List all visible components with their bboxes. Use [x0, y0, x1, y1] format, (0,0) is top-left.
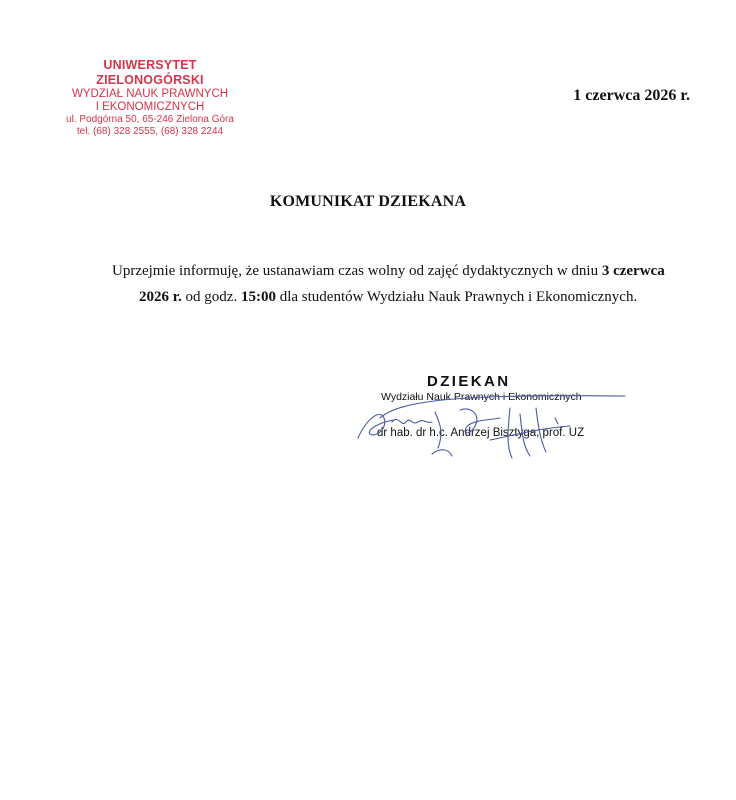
body-text-part3: dla studentów Wydziału Nauk Prawnych i Ekonomicznych.	[275, 289, 638, 305]
document-date: 1 czerwca 2026 r.	[573, 87, 690, 104]
handwritten-signature-icon	[340, 378, 640, 468]
university-name: UNIWERSYTET ZIELONOGÓRSKI	[96, 58, 204, 87]
signature-name: dr hab. dr h.c. Andrzej Bisztyga, prof. UZ	[377, 427, 585, 439]
announcement-body	[112, 258, 672, 310]
signature-faculty: Wydziału Nauk Prawnych i Ekonomicznych	[381, 391, 582, 403]
document-title: KOMUNIKAT DZIEKANA	[269, 193, 467, 210]
faculty-phone: tel. (68) 328 2555, (68) 328 2244	[76, 126, 224, 137]
body-date-bold-a: 3 czerwca	[601, 263, 665, 279]
body-text-part1: Uprzejmie informuję, że ustanawiam czas wolny od zajęć dydaktycznych w dniu	[112, 263, 602, 279]
faculty-name-line1: WYDZIAŁ NAUK PRAWNYCH	[71, 88, 229, 100]
faculty-name-line2: I EKONOMICZNYCH	[95, 101, 205, 113]
body-line-2	[112, 284, 672, 310]
faculty-address: ul. Podgórna 50, 65-246 Zielona Góra	[66, 114, 234, 125]
body-date-bold-b: 2026 r.	[139, 289, 182, 305]
body-line-1	[112, 258, 672, 284]
letterhead-stamp	[50, 58, 250, 138]
body-time-bold: 15:00	[240, 289, 276, 305]
body-text-part2: od godz.	[181, 289, 241, 305]
signature-title: DZIEKAN	[427, 373, 511, 390]
